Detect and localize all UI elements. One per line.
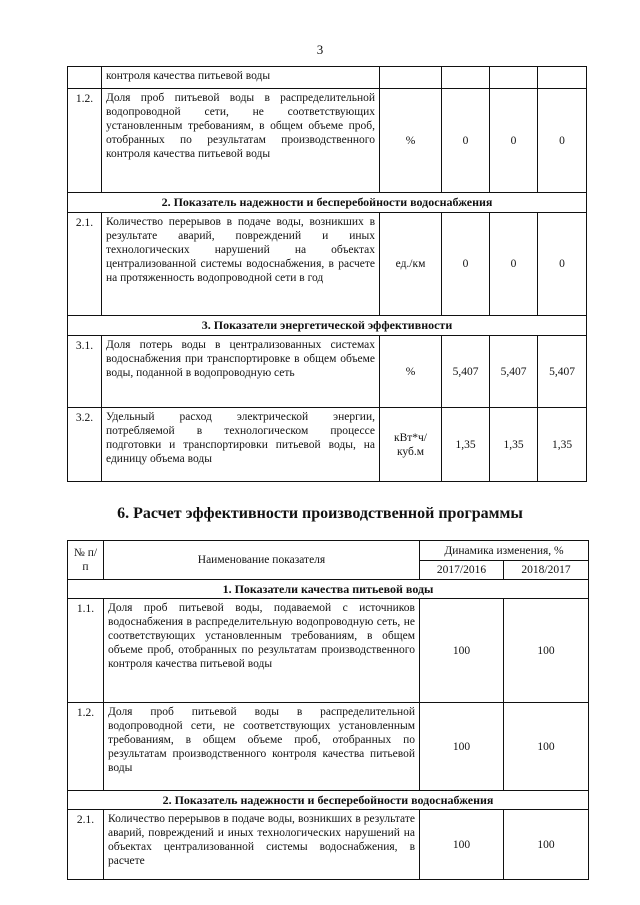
value-cell: 1,35 xyxy=(490,408,538,482)
value-cell: 5,407 xyxy=(538,336,587,408)
section-row xyxy=(68,791,589,810)
section-title: 1. Показатели качества питьевой воды xyxy=(68,580,589,599)
page-number: 3 xyxy=(316,42,324,57)
row-number: 1.2. xyxy=(68,89,102,193)
table-row xyxy=(68,810,589,880)
value-cell: 0 xyxy=(538,89,587,193)
efficiency-table xyxy=(67,540,589,880)
value-cell: 100 xyxy=(504,599,589,703)
indicator-name: Доля проб питьевой воды в распределительной водопроводной сети, не соответствующих установленным требованиям, в общем объеме проб, отобранных по результатам производственного контроля качества питьевой воды xyxy=(104,703,420,791)
header-dynamics: Динамика изменения, % xyxy=(420,541,589,561)
row-number: 3.1. xyxy=(68,336,102,408)
value-cell: 0 xyxy=(442,213,490,316)
row-number: 2.1. xyxy=(68,810,104,880)
section-title: 2. Показатель надежности и бесперебойности водоснабжения xyxy=(68,791,589,810)
row-number: 2.1. xyxy=(68,213,102,316)
value-cell: 100 xyxy=(504,703,589,791)
header-year: 2017/2016 xyxy=(420,561,504,580)
header-name: Наименование показателя xyxy=(104,541,420,580)
row-number: 3.2. xyxy=(68,408,102,482)
value-cell: 0 xyxy=(538,213,587,316)
section-title: 3. Показатели энергетической эффективности xyxy=(68,316,587,336)
row-number xyxy=(68,67,102,89)
value-cell: 1,35 xyxy=(538,408,587,482)
table-row xyxy=(68,408,587,482)
section-row xyxy=(68,316,587,336)
indicator-name: Доля проб питьевой воды, подаваемой с источников водоснабжения в распределительную водопроводную сеть, не соответствующих установленным требованиям, в общем объеме проб, отобранных по результатам производственного контроля качества питьевой воды xyxy=(104,599,420,703)
header-year: 2018/2017 xyxy=(504,561,589,580)
value-cell: 1,35 xyxy=(442,408,490,482)
indicator-name: Удельный расход электрической энергии, потребляемой в технологическом процессе подготовки и транспортировки питьевой воды, на единицу объема воды xyxy=(102,408,380,482)
value-cell: 100 xyxy=(420,703,504,791)
table-row xyxy=(68,336,587,408)
table-row xyxy=(68,599,589,703)
unit-cell: % xyxy=(380,89,442,193)
section-row xyxy=(68,580,589,599)
unit-cell xyxy=(380,67,442,89)
row-number: 1.1. xyxy=(68,599,104,703)
indicator-name: Количество перерывов в подаче воды, возникших в результате аварий, повреждений и иных технологических нарушений на объектах централизованной системы водоснабжения, в расчете на протяженность водопроводной сети в год xyxy=(102,213,380,316)
indicator-name: Доля потерь воды в централизованных системах водоснабжения при транспортировке в общем объеме воды, поданной в водопроводную сеть xyxy=(102,336,380,408)
indicator-name: Доля проб питьевой воды в распределительной водопроводной сети, не соответствующих установленным требованиям, в общем объеме проб, отобранных по результатам производственного контроля качества питьевой воды xyxy=(102,89,380,193)
value-cell: 100 xyxy=(420,599,504,703)
table-row xyxy=(68,703,589,791)
unit-cell: кВт*ч/ куб.м xyxy=(380,408,442,482)
unit-cell: ед./км xyxy=(380,213,442,316)
value-cell: 5,407 xyxy=(490,336,538,408)
value-cell: 100 xyxy=(504,810,589,880)
header-row xyxy=(68,541,589,561)
indicator-name: Количество перерывов в подаче воды, возникших в результате аварий, повреждений и иных технологических нарушений на объектах централизованной системы водоснабжения, в расчете xyxy=(104,810,420,880)
value-cell xyxy=(490,67,538,89)
indicators-table xyxy=(67,66,587,482)
value-cell: 0 xyxy=(490,213,538,316)
unit-cell: % xyxy=(380,336,442,408)
value-cell: 0 xyxy=(442,89,490,193)
indicator-name: контроля качества питьевой воды xyxy=(102,67,380,89)
value-cell xyxy=(538,67,587,89)
value-cell: 0 xyxy=(490,89,538,193)
table-row xyxy=(68,67,587,89)
table-row xyxy=(68,89,587,193)
value-cell: 5,407 xyxy=(442,336,490,408)
header-number: № п/п xyxy=(68,541,104,580)
value-cell: 100 xyxy=(420,810,504,880)
table-row xyxy=(68,213,587,316)
section-heading: 6. Расчет эффективности производственной программы xyxy=(117,505,523,522)
row-number: 1.2. xyxy=(68,703,104,791)
value-cell xyxy=(442,67,490,89)
section-title: 2. Показатель надежности и бесперебойности водоснабжения xyxy=(68,193,587,213)
section-row xyxy=(68,193,587,213)
